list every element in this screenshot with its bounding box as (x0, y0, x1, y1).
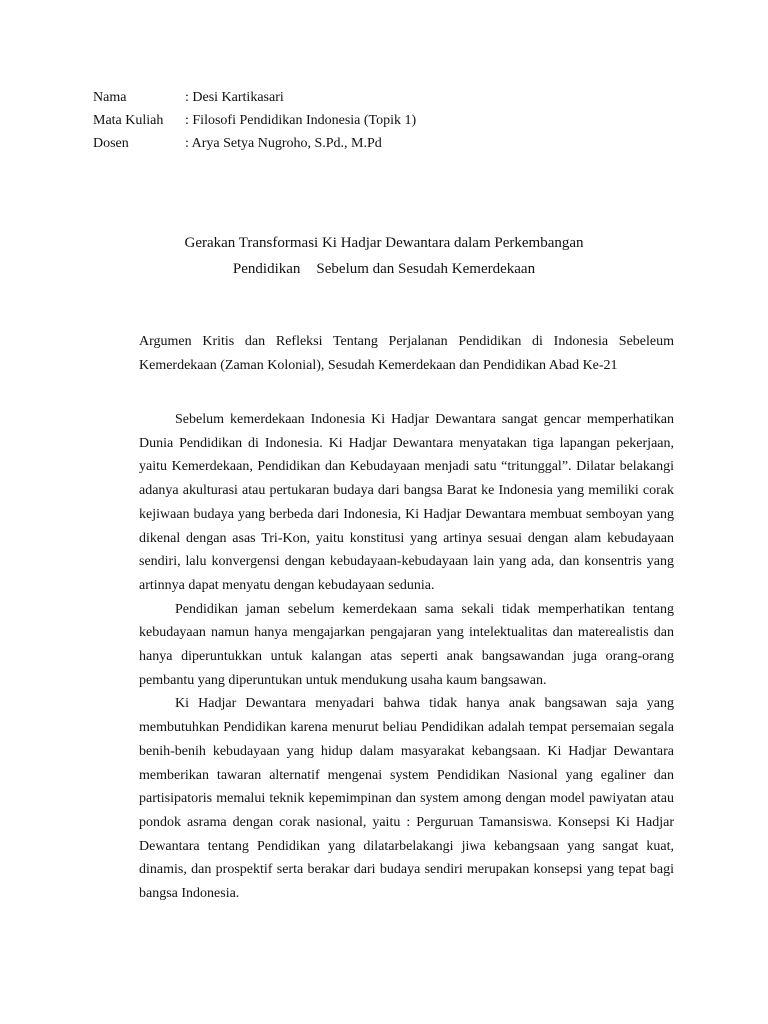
document-title (93, 230, 675, 282)
paragraph: Pendidikan jaman sebelum kemerdekaan sama sekali tidak memperhatikan tentang kebudayaan namun hanya mengajarkan pengajaran yang intelektualitas dan materealistis dan hanya diperuntukkan untuk kalangan atas seperti anak bangsawandan juga orang-orang pembantu yang diperuntukan untuk mendukung usaha kaum bangsawan. (139, 601, 674, 688)
header-value: : Filosofi Pendidikan Indonesia (Topik 1) (185, 113, 417, 128)
title-line-1: Gerakan Transformasi Ki Hadjar Dewantara dalam Perkembangan (184, 235, 584, 251)
header-label: Mata Kuliah (93, 113, 164, 128)
document-body (139, 408, 674, 906)
header-label: Nama (93, 90, 127, 105)
document-subtitle: Argumen Kritis dan Refleksi Tentang Perjalanan Pendidikan di Indonesia Sebeleum Kemerdekaan (Zaman Kolonial), Sesudah Kemerdekaan dan Pendidikan Abad Ke-21 (139, 334, 674, 373)
header-row-dosen (93, 132, 416, 155)
header-value: : Desi Kartikasari (185, 90, 284, 105)
header-info (93, 86, 416, 155)
title-line-2b: Sebelum dan Sesudah Kemerdekaan (316, 261, 536, 277)
paragraph: Sebelum kemerdekaan Indonesia Ki Hadjar Dewantara sangat gencar memperhatikan Dunia Pendidikan di Indonesia. Ki Hadjar Dewantara menyatakan tiga lapangan pekerjaan, yaitu Kemerdekaan, Pendidikan dan Kebudayaan menjadi satu “tritunggal”. Dilatar belakangi adanya akulturasi atau pertukaran budaya dari bangsa Barat ke Indonesia yang memiliki corak kejiwaan budaya yang berbeda dari Indonesia, Ki Hadjar Dewantara membuat semboyan yang dikenal dengan asas Tri-Kon, yaitu konstitusi yang artinya sesuai dengan alam kebudayaan sendiri, lalu konvergensi dengan kebudayaan-kebudayaan lain yang ada, dan konsentris yang artinnya dapat menyatu dengan kebudayaan sedunia. (139, 412, 674, 593)
title-line-2 (93, 256, 675, 282)
title-line-2a: Pendidikan (232, 261, 301, 277)
header-row-mata-kuliah (93, 109, 416, 132)
paragraph: Ki Hadjar Dewantara menyadari bahwa tidak hanya anak bangsawan saja yang membutuhkan Pendidikan karena menurut beliau Pendidikan adalah tempat persemaian segala benih-benih kebudayaan yang hidup dalam masyarakat kebangsaan. Ki Hadjar Dewantara memberikan tawaran alternatif mengenai system Pendidikan Nasional yang egaliner dan partisipatoris memalui teknik kepemimpinan dan system among dengan model pawiyatan atau pondok asrama dengan corak nasional, yaitu : Perguruan Tamansiswa. Konsepsi Ki Hadjar Dewantara tentang Pendidikan yang dilatarbelakangi jiwa kebangsaan yang sangat kuat, dinamis, dan prospektif serta berakar dari budaya sendiri merupakan konsepsi yang tepat bagi bangsa Indonesia. (139, 696, 674, 902)
header-row-nama (93, 86, 416, 109)
header-label: Dosen (93, 136, 129, 151)
header-value: : Arya Setya Nugroho, S.Pd., M.Pd (185, 136, 382, 151)
